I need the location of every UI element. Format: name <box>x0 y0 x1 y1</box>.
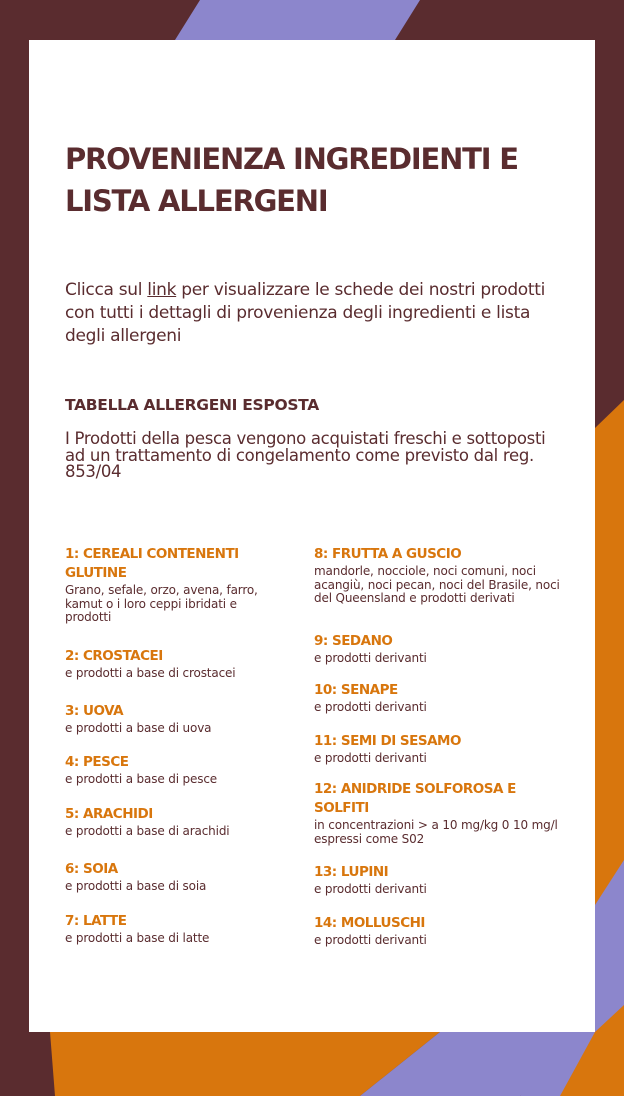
products-link[interactable]: link <box>147 280 177 300</box>
allergen-item-14 <box>314 914 574 948</box>
allergen-item-7 <box>65 912 285 946</box>
allergen-table-text: I Prodotti della pesca vengono acquistati freschi e sottoposti ad un trattamento di congelamento come previsto dal reg. 853/04 <box>65 429 546 481</box>
allergen-item-11 <box>314 732 574 766</box>
allergen-title: 14: MOLLUSCHI <box>314 915 425 931</box>
allergen-item-9 <box>314 632 574 666</box>
allergen-title: 11: SEMI DI SESAMO <box>314 733 461 749</box>
allergen-desc: Grano, sefale, orzo, avena, farro, kamut o i loro ceppi ibridati e prodotti <box>65 583 258 624</box>
allergen-desc: in concentrazioni > a 10 mg/kg 0 10 mg/l espressi come S02 <box>314 818 558 846</box>
allergen-item-1 <box>65 545 285 625</box>
allergen-title: 12: ANIDRIDE SOLFOROSA E SOLFITI <box>314 781 516 816</box>
title-line-1: PROVENIENZA INGREDIENTI E <box>65 142 518 176</box>
allergen-desc: e prodotti derivanti <box>314 651 427 665</box>
intro-text-before: Clicca sul <box>65 280 148 300</box>
title-line-2: LISTA ALLERGENI <box>65 184 328 218</box>
allergen-title: 6: SOIA <box>65 861 118 877</box>
allergen-title: 4: PESCE <box>65 754 129 770</box>
allergen-desc: e prodotti derivanti <box>314 933 427 947</box>
allergen-title: 7: LATTE <box>65 913 127 929</box>
allergen-item-8 <box>314 545 574 606</box>
allergen-item-12 <box>314 780 574 846</box>
allergen-desc: e prodotti a base di uova <box>65 721 212 735</box>
allergen-title: 9: SEDANO <box>314 633 393 649</box>
allergen-item-13 <box>314 863 574 897</box>
allergen-desc: e prodotti a base di crostacei <box>65 666 236 680</box>
allergen-item-5 <box>65 805 285 839</box>
page-title <box>65 138 565 222</box>
allergen-title: 3: UOVA <box>65 703 124 719</box>
intro-paragraph <box>65 279 575 348</box>
content-card <box>29 40 595 1032</box>
intro-text-after: per visualizzare le schede dei nostri prodotti con tutti i dettagli di provenienza degli ingredienti e lista degli allergeni <box>65 280 546 346</box>
allergen-desc: mandorle, nocciole, noci comuni, noci acangiù, noci pecan, noci del Brasile, noci del Queensland e prodotti derivati <box>314 564 560 605</box>
allergen-desc: e prodotti a base di latte <box>65 931 210 945</box>
allergen-desc: e prodotti a base di pesce <box>65 772 218 786</box>
allergen-title: 13: LUPINI <box>314 864 389 880</box>
allergen-item-2 <box>65 647 285 681</box>
allergen-item-6 <box>65 860 285 894</box>
allergen-desc: e prodotti derivanti <box>314 751 427 765</box>
allergen-title: 1: CEREALI CONTENENTI GLUTINE <box>65 546 239 581</box>
allergen-table-heading: TABELLA ALLERGENI ESPOSTA <box>65 396 319 414</box>
allergen-title: 2: CROSTACEI <box>65 648 163 664</box>
allergen-title: 10: SENAPE <box>314 682 398 698</box>
allergen-desc: e prodotti derivanti <box>314 700 427 714</box>
allergen-desc: e prodotti a base di soia <box>65 879 207 893</box>
allergen-item-10 <box>314 681 574 715</box>
allergen-desc: e prodotti a base di arachidi <box>65 824 230 838</box>
allergen-item-3 <box>65 702 285 736</box>
allergen-title: 5: ARACHIDI <box>65 806 153 822</box>
allergen-desc: e prodotti derivanti <box>314 882 427 896</box>
allergen-title: 8: FRUTTA A GUSCIO <box>314 546 462 562</box>
allergen-item-4 <box>65 753 285 787</box>
